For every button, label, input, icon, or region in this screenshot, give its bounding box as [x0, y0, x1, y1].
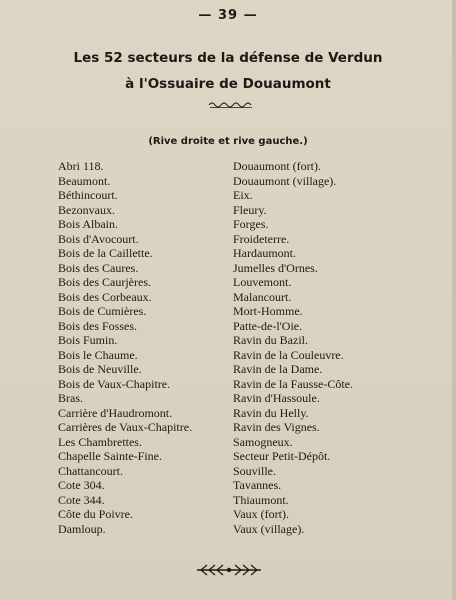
list-item: Bois le Chaume. [58, 347, 138, 362]
list-item: Chapelle Sainte-Fine. [58, 449, 162, 463]
page-title-line-2: à l'Ossuaire de Douaumont [125, 76, 331, 92]
subtitle: (Rive droite et rive gauche.) [148, 136, 308, 147]
list-item: Secteur Petit-Dépôt. [233, 449, 331, 463]
list-item: Patte-de-l'Oie. [233, 318, 303, 333]
list-item: Bras. [58, 391, 83, 405]
list-item: Malancourt. [233, 289, 292, 304]
list-item: Eix. [233, 188, 253, 202]
list-item: Bezonvaux. [58, 202, 115, 217]
list-item: Fleury. [233, 202, 267, 217]
list-item: Vaux (fort). [233, 507, 289, 521]
list-item: Damloup. [58, 521, 106, 536]
list-item: Ravin du Helly. [233, 405, 309, 420]
list-item: Bois d'Avocourt. [58, 231, 139, 246]
list-item: Mort-Homme. [233, 304, 303, 318]
list-item: Bois Fumin. [58, 333, 118, 347]
list-item: Bois des Caurjères. [58, 275, 151, 289]
list-item: Froideterre. [233, 231, 290, 246]
page-edge [452, 0, 456, 600]
list-item: Carrière d'Haudromont. [58, 405, 173, 420]
list-item: Ravin de la Dame. [233, 362, 323, 376]
list-item: Bois de Neuville. [58, 362, 142, 376]
list-item: Samogneux. [233, 434, 293, 449]
list-item: Jumelles d'Ornes. [233, 260, 318, 275]
squiggle-divider-icon [208, 99, 254, 109]
sector-list-left [58, 159, 192, 536]
list-item: Douaumont (fort). [233, 159, 321, 173]
list-item: Bois de Cumières. [58, 304, 147, 318]
list-item: Beaumont. [58, 173, 111, 188]
list-item: Abri 118. [58, 159, 104, 173]
list-item: Bois des Corbeaux. [58, 289, 152, 304]
list-item: Louvemont. [233, 275, 292, 289]
list-item: Bois Albain. [58, 217, 119, 231]
list-item: Douaumont (village). [233, 173, 337, 188]
list-item: Bois de la Caillette. [58, 246, 153, 260]
list-item: Cote 344. [58, 492, 105, 507]
list-item: Vaux (village). [233, 521, 305, 536]
list-item: Ravin d'Hassoule. [233, 391, 320, 405]
page-number: — 39 — [198, 8, 258, 23]
list-item: Forges. [233, 217, 269, 231]
list-item: Côte du Poivre. [58, 507, 133, 521]
list-item: Carrières de Vaux-Chapitre. [58, 420, 193, 434]
sector-list-right [233, 159, 353, 536]
list-item: Bois des Caures. [58, 260, 139, 275]
list-item: Ravin de la Couleuvre. [233, 347, 344, 362]
list-item: Ravin de la Fausse-Côte. [233, 376, 353, 391]
list-item: Chattancourt. [58, 463, 123, 478]
list-item: Ravin du Bazil. [233, 333, 308, 347]
list-item: Béthincourt. [58, 188, 118, 202]
list-item: Bois des Fosses. [58, 318, 138, 333]
list-item: Souville. [233, 463, 277, 478]
fleuron-ornament-icon [193, 563, 265, 577]
list-item: Hardaumont. [233, 246, 296, 260]
list-item: Ravin des Vignes. [233, 420, 320, 434]
list-item: Thiaumont. [233, 492, 289, 507]
page-title: Les 52 secteurs de la défense de Verdun [73, 50, 383, 66]
list-item: Bois de Vaux-Chapitre. [58, 376, 171, 391]
list-item: Les Chambrettes. [58, 434, 142, 449]
list-item: Tavannes. [233, 478, 282, 492]
list-item: Cote 304. [58, 478, 105, 492]
